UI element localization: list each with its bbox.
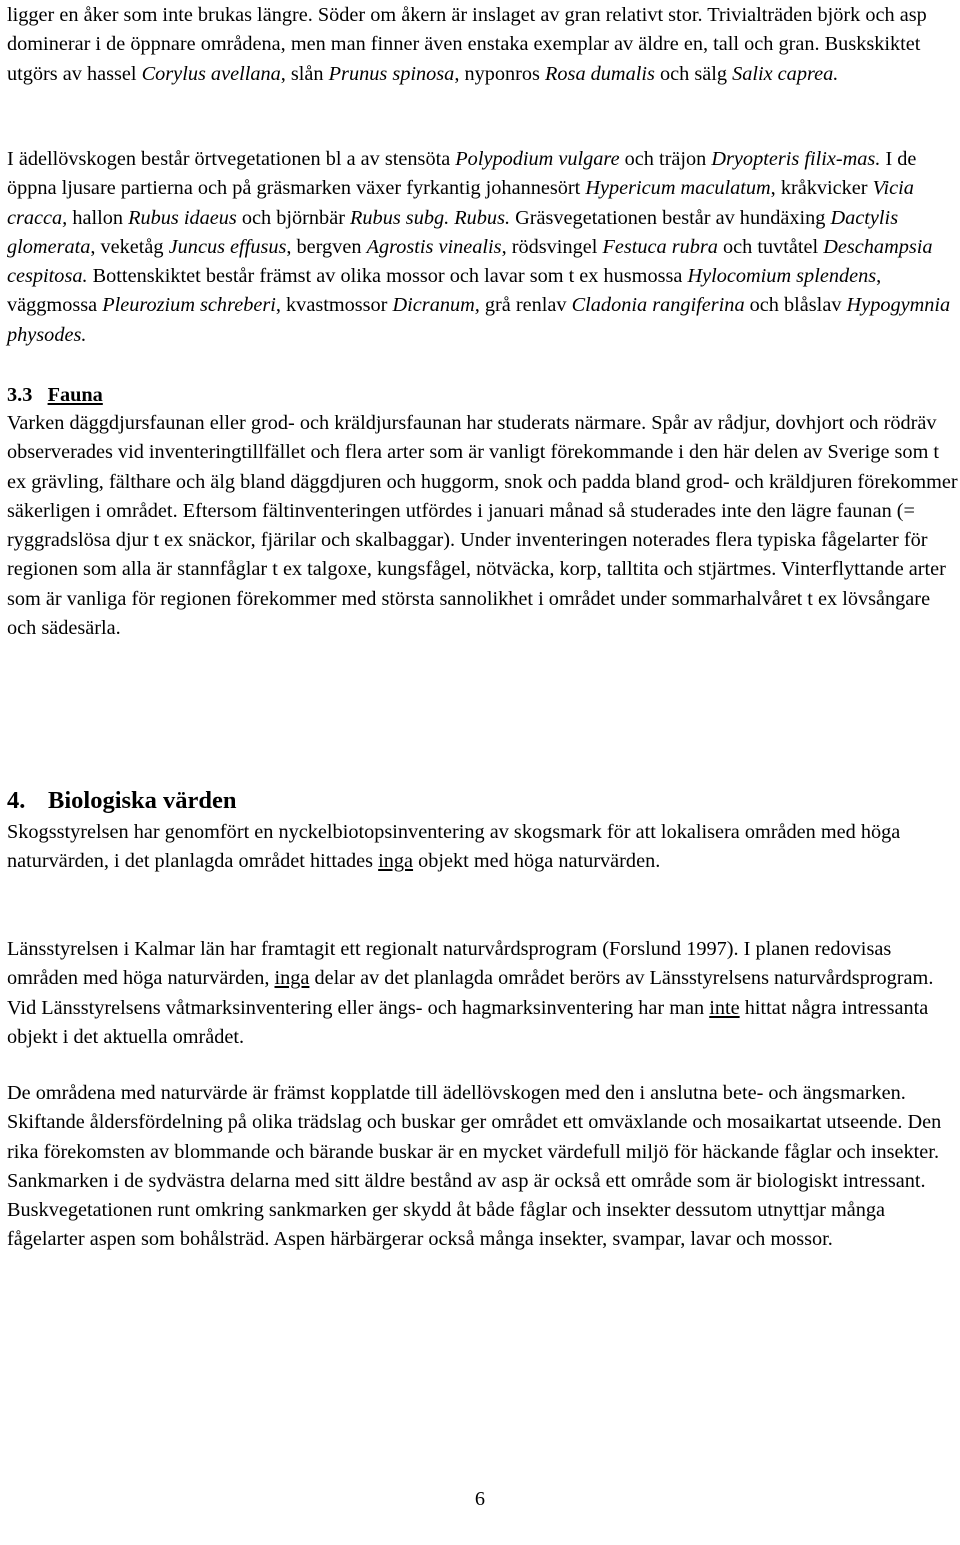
emphasis-underlined: inga bbox=[274, 967, 310, 990]
text-run: och träjon bbox=[619, 148, 712, 170]
text-run: Länsstyrelsen i Kalmar län har framtagit ett regionalt naturvårdsprogram (Forslund 1997). I planen redovisas områden med höga naturvärden, bbox=[7, 938, 892, 990]
species-name: Rosa dumalis bbox=[545, 62, 655, 85]
species-name: Rubus subg. Rubus. bbox=[350, 206, 511, 229]
text-run: , kvastmossor bbox=[275, 294, 393, 317]
species-name: Deschampsia cespitosa. bbox=[7, 235, 933, 288]
text-run: och sälg bbox=[654, 62, 733, 85]
species-name: Pleurozium schreberi bbox=[102, 294, 276, 317]
species-name: Prunus spinosa bbox=[328, 62, 455, 85]
text-run: delar av det planlagda området berörs av Länsstyrelsens naturvårdsprogram. Vid Länsstyrelsens våtmarksinventering eller ängs- och hagmarksinventering har man bbox=[7, 967, 934, 1019]
text-run: , rödsvingel bbox=[501, 235, 603, 258]
text-run: Bottenskiktet består främst av olika mossor och lavar som t ex husmossa bbox=[87, 265, 688, 288]
paragraph-fauna: Varken däggdjursfaunan eller grod- och kräldjursfaunan har studerats närmare. Spår av rådjur, dovhjort och rödräv observerades vid inventeringtillfället och flera arter som är vanligt förekommande i den här delen av Sverige som t ex grävling, fälthare och älg bland däggdjuren och huggorm, snok och padda bland grod- och kräldjuren förekommer säkerligen i området. Eftersom fältinventeringen utfördes i januari månad så studerades inte den lägre faunan (= ryggradslösa djur t ex snäckor, fjärilar och skalbaggar). Under inventeringen noterades flera typiska fågelarter för regionen som alla är stannfåglar t ex talgoxe, kungsfågel, nötväcka, korp, talltita och stjärtmes. Vinterflyttande arter som är vanliga för regionen förekommer med största sannolikhet i området under sommarhalvåret t ex lövsångare och sädesärla. bbox=[7, 412, 958, 640]
section-title: Fauna bbox=[47, 384, 103, 406]
section-number: 3.3 bbox=[7, 384, 33, 406]
text-run: objekt med höga naturvärden. bbox=[413, 850, 661, 873]
species-name: Dicranum, bbox=[392, 294, 480, 317]
species-name: Corylus avellana bbox=[141, 62, 281, 85]
species-name: Cladonia rangiferina bbox=[571, 294, 745, 317]
text-run: ligger en åker som inte brukas längre. Söder om åkern är inslaget av gran relativt stor. Trivialträden björk och asp dominerar i de öppnare områdena, men man finner även enstaka exemplar av äldre en, tall och gran. Buskskiktet utgörs av hassel bbox=[7, 4, 927, 85]
species-name: Salix caprea. bbox=[732, 62, 839, 85]
text-run: grå renlav bbox=[479, 294, 572, 317]
text-run: I de öppna ljusare partierna och på gräsmarken växer fyrkantig johannesört bbox=[7, 148, 917, 200]
text-run: , kråkvicker bbox=[770, 177, 873, 200]
text-run: och blåslav bbox=[744, 294, 847, 317]
species-name: Hylocomium splendens bbox=[687, 265, 877, 288]
species-name: Dactylis glomerata bbox=[7, 206, 899, 258]
text-run: hallon bbox=[67, 206, 129, 229]
text-run: Gräsvegetationen består av hundäxing bbox=[510, 206, 831, 229]
text-run: och tuvtåtel bbox=[717, 235, 824, 258]
species-name: Juncus effusus bbox=[168, 235, 287, 258]
paragraph-vegetation-intro bbox=[7, 1, 959, 89]
section-heading-fauna bbox=[7, 381, 103, 410]
text-run: , väggmossa bbox=[7, 265, 882, 317]
page-number: 6 bbox=[474, 1488, 486, 1510]
text-run: , bergven bbox=[286, 235, 367, 258]
text-run: Skogsstyrelsen har genomfört en nyckelbiotopsinventering av skogsmark för att lokalisera områden med höga naturvärden, i det planlagda området hittades bbox=[7, 821, 901, 873]
text-run: och björnbär bbox=[236, 206, 351, 229]
species-name: Festuca rubra bbox=[602, 235, 718, 258]
paragraph-key-habitat-inventory bbox=[7, 818, 959, 877]
section-title: Biologiska värden bbox=[48, 787, 237, 814]
text-run: , nyponros bbox=[454, 62, 546, 85]
text-run: , veketåg bbox=[90, 235, 169, 258]
paragraph-county-program bbox=[7, 935, 959, 1052]
species-name: Hypogymnia physodes. bbox=[7, 294, 951, 346]
paragraph-field-layer bbox=[7, 145, 959, 350]
text-run: , slån bbox=[280, 62, 329, 85]
species-name: Dryopteris filix-mas. bbox=[711, 148, 881, 170]
species-name: Agrostis vinealis bbox=[366, 235, 502, 258]
species-name: Polypodium vulgare bbox=[455, 148, 620, 170]
species-name: Hypericum maculatum bbox=[585, 177, 771, 200]
text-run: I ädellövskogen består örtvegetationen bl a av stensöta bbox=[7, 148, 456, 170]
emphasis-underlined: inga bbox=[378, 850, 414, 873]
emphasis-underlined: inte bbox=[709, 996, 740, 1019]
text-run: hittat några intressanta objekt i det aktuella området. bbox=[7, 996, 929, 1048]
section-heading-biological-values bbox=[7, 784, 237, 818]
paragraph-natural-values: De områdena med naturvärde är främst kopplatde till ädellövskogen med den i anslutna bete- och ängsmarken. Skiftande åldersfördelning på olika trädslag och buskar ger området ett omväxlande och mosaikartat utseende. Den rika förekomsten av blommande och bärande buskar är en mycket värdefull miljö för häckande fåglar och insekter. Sankmarken i de sydvästra delarna med sitt äldre bestånd av asp är också ett område som är biologiskt intressant. Buskvegetationen runt omkring sankmarken ger skydd åt både fåglar och insekter dessutom utnyttjar många fågelarter aspen som bohålsträd. Aspen härbärgerar också många insekter, svampar, lavar och mossor. bbox=[7, 1082, 942, 1251]
section-number: 4. bbox=[7, 787, 26, 814]
species-name: Rubus idaeus bbox=[128, 206, 237, 229]
species-name: Vicia cracca, bbox=[7, 177, 914, 229]
